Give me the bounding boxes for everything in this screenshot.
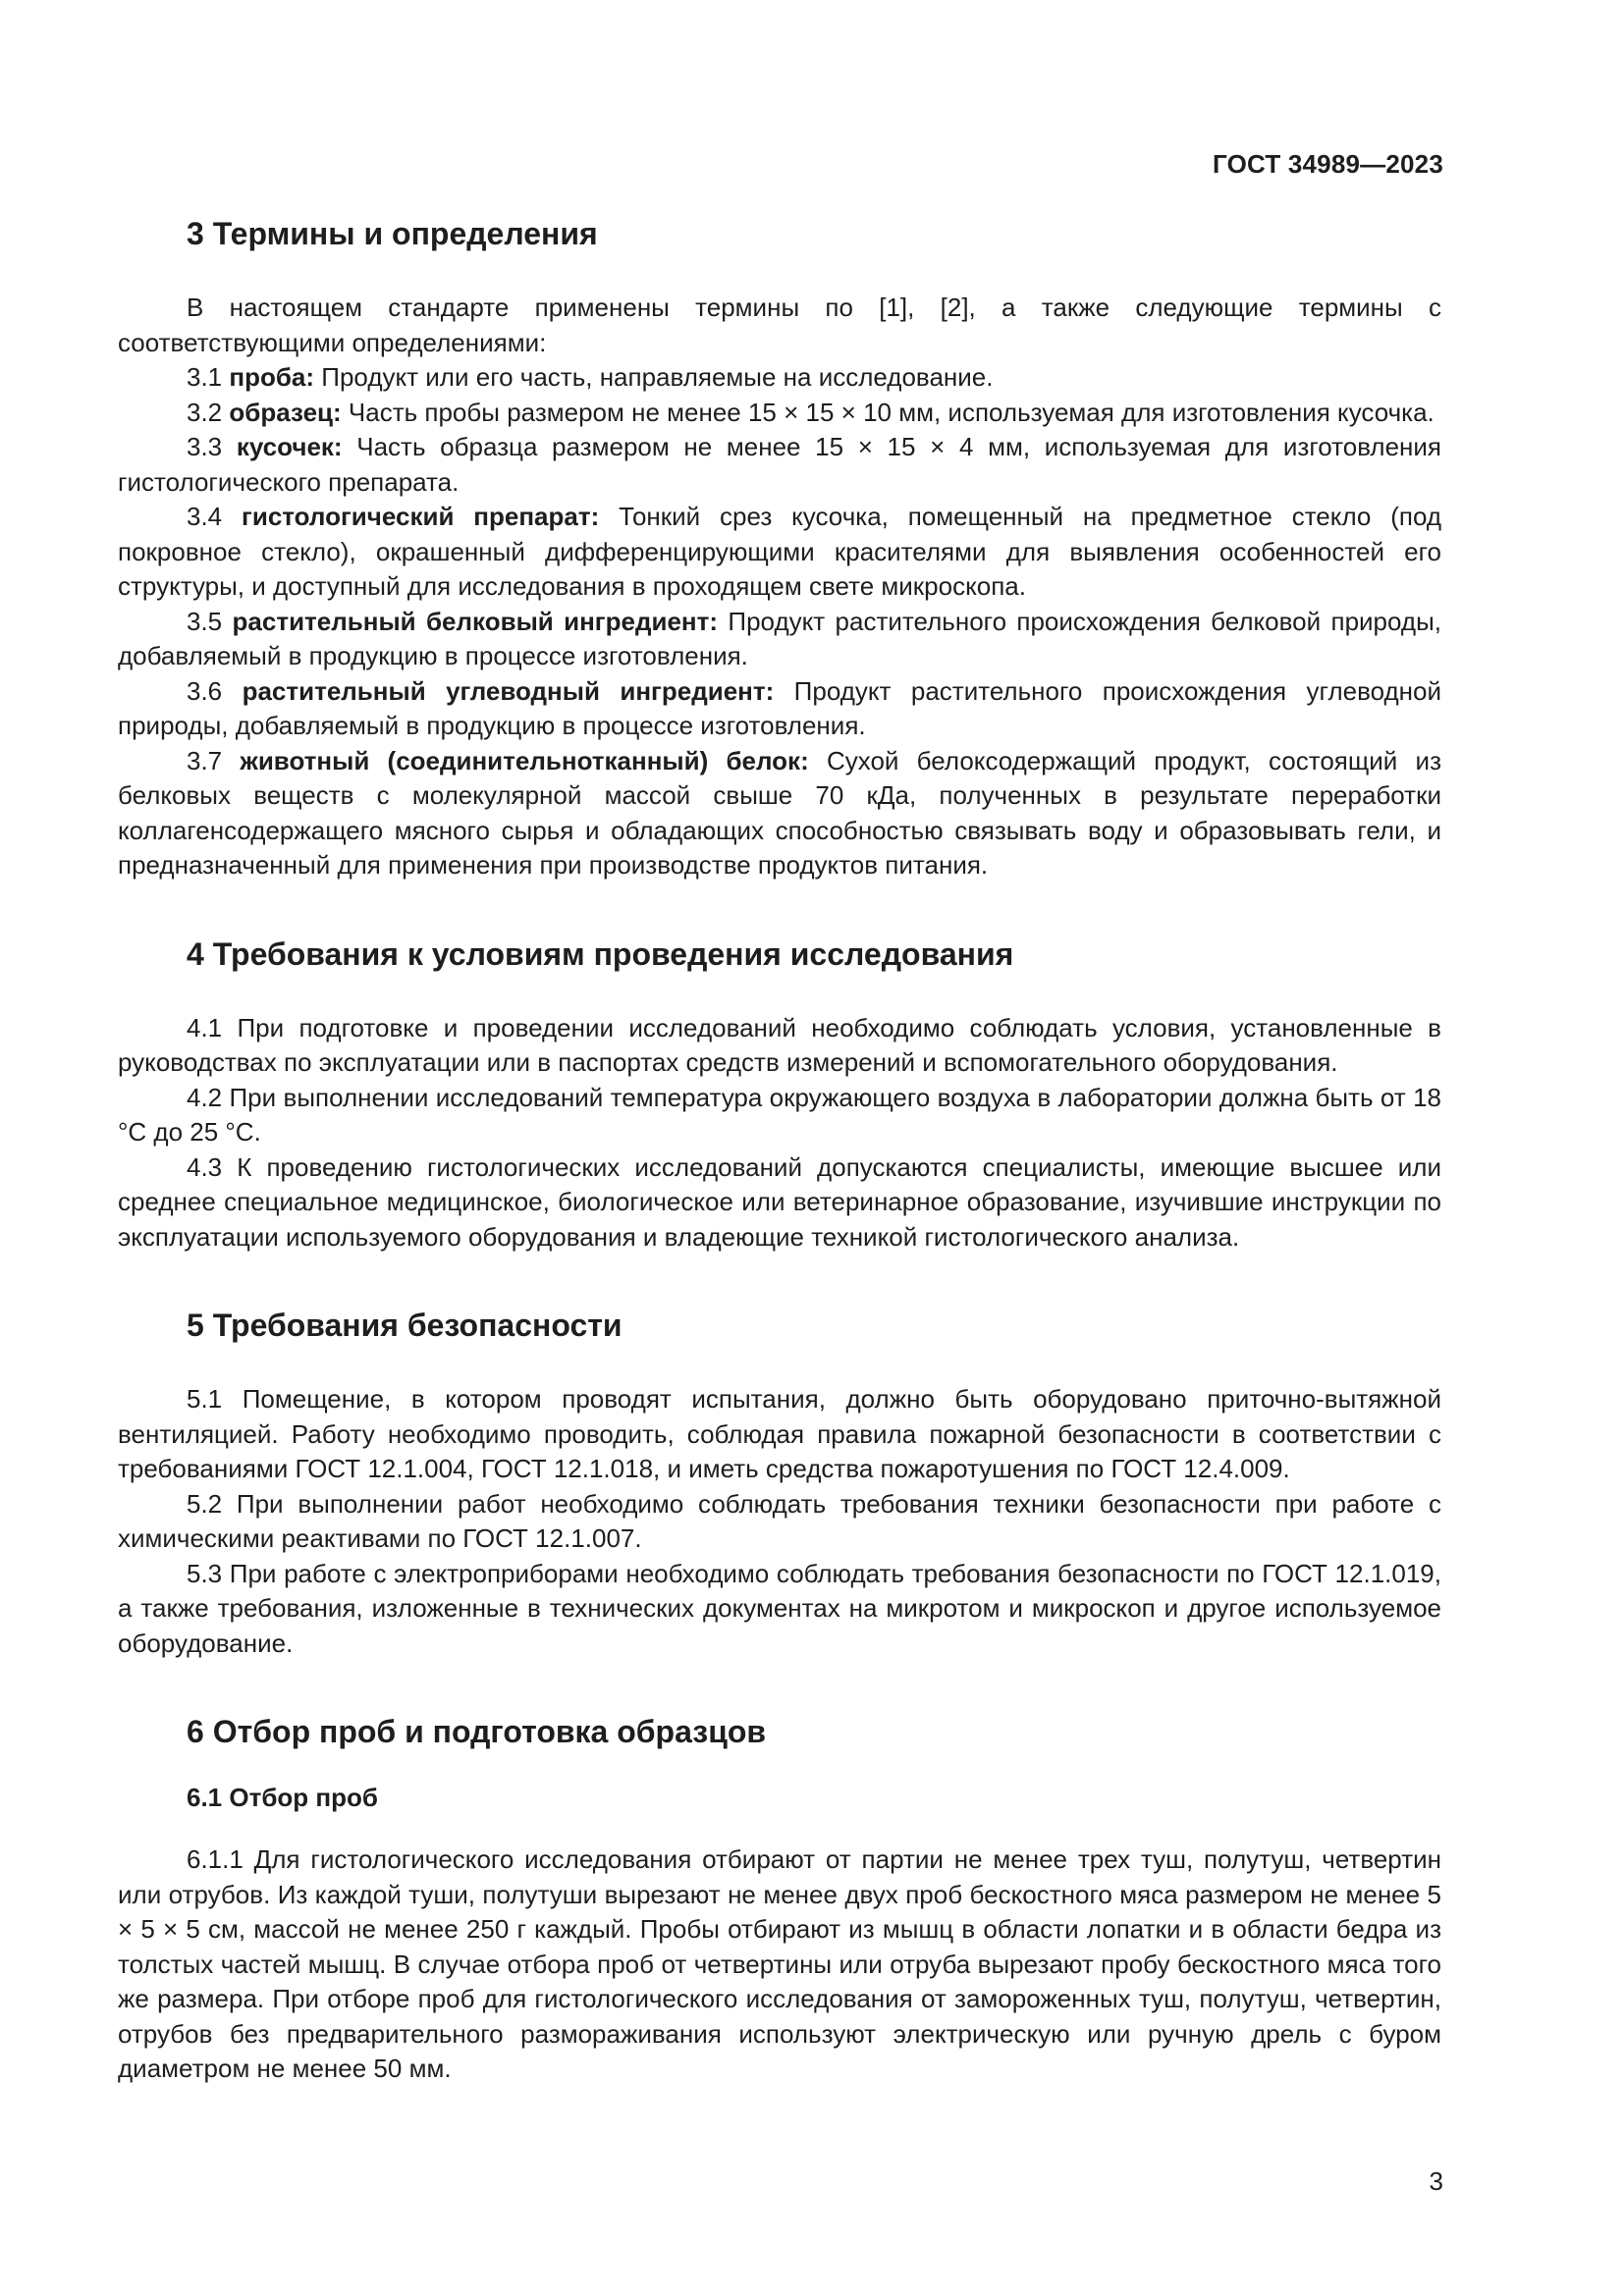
section-6-heading: 6 Отбор проб и подготовка образцов <box>187 1714 767 1749</box>
definition-text: Часть образца размером не менее 15 × 15 × 4 мм, используемая для изготовления гистологического препарата. <box>118 432 1442 497</box>
section-3-intro: В настоящем стандарте применены термины по [1], [2], а также следующие термины с соответствующими определениями: <box>118 293 1441 357</box>
page-number: 3 <box>1429 2166 1443 2196</box>
definition-number: 3.2 <box>187 397 223 427</box>
definition-3-2 <box>118 396 1441 431</box>
definition-text: Продукт или его часть, направляемые на исследование. <box>321 362 994 392</box>
definition-number: 3.1 <box>187 362 223 392</box>
definition-3-5 <box>118 605 1441 674</box>
definition-term: растительный белковый ингредиент: <box>232 606 719 636</box>
definition-term: животный (соединительнотканный) белок: <box>240 745 809 775</box>
section-3-heading: 3 Термины и определения <box>187 216 598 251</box>
definition-3-1 <box>118 360 1441 396</box>
definition-text: Часть пробы размером не менее 15 × 15 × 10 мм, используемая для изготовления кусочка. <box>348 397 1435 427</box>
page-content <box>118 214 1441 2087</box>
clause-4-2: 4.2 При выполнении исследований температура окружающего воздуха в лаборатории должна быть от 18 °С до 25 °С. <box>118 1082 1441 1147</box>
clause-6-1-1: 6.1.1 Для гистологического исследования отбирают от партии не менее трех туш, полутуш, четвертин или отрубов. Из каждой туши, полутуши вырезают не менее двух проб бескостного мяса размером не менее 5 × 5 × 5 см, массой не менее 250 г каждый. Пробы отбирают из мышц в области лопатки и в области бедра из толстых частей мышц. В случае отбора проб от четвертины или отруба вырезают пробу бескостного мяса того же размера. При отборе проб для гистологического исследования от замороженных туш, полутуш, четвертин, отрубов без предварительного размораживания используют электрическую или ручную дрель с буром диаметром не менее 50 мм. <box>118 1844 1441 2083</box>
clause-5-3: 5.3 При работе с электроприборами необходимо соблюдать требования безопасности по ГОСТ 12.1.019, а также требования, изложенные в технических документах на микротом и микроскоп и другое используемое оборудование. <box>118 1558 1441 1658</box>
document-id-header: ГОСТ 34989—2023 <box>1213 149 1443 179</box>
definition-number: 3.3 <box>187 432 223 461</box>
clause-4-3: 4.3 К проведению гистологических исследований допускаются специалисты, имеющие высшее или среднее специальное медицинское, биологическое или ветеринарное образование, изучившие инструкции по эксплуатации используемого оборудования и владеющие техникой гистологического анализа. <box>118 1151 1441 1252</box>
definition-number: 3.4 <box>187 502 223 531</box>
definition-term: кусочек: <box>236 432 343 461</box>
clause-4-1: 4.1 При подготовке и проведении исследований необходимо соблюдать условия, установленные в руководствах по эксплуатации или в паспортах средств измерений и вспомогательного оборудования. <box>118 1012 1441 1077</box>
definition-term: образец: <box>229 397 342 427</box>
definition-number: 3.6 <box>187 675 223 706</box>
definition-3-6 <box>118 674 1441 744</box>
definition-text: Сухой белоксодержащий продукт, состоящий из белковых веществ с молекулярной массой свыше 70 кДа, полученных в результате переработки коллагенсодержащего мясного сырья и обладающих способностью связывать воду и образовывать гели, и предназначенный для применения при производстве продуктов питания. <box>118 745 1441 880</box>
definition-term: растительный углеводный ингредиент: <box>242 675 775 706</box>
clause-5-2: 5.2 При выполнении работ необходимо соблюдать требования техники безопасности при работе с химическими реактивами по ГОСТ 12.1.007. <box>118 1488 1441 1553</box>
section-5-heading: 5 Требования безопасности <box>187 1308 623 1343</box>
definition-3-7 <box>118 744 1441 883</box>
definition-text: Тонкий срез кусочка, помещенный на предметное стекло (под покровное стекло), окрашенный дифференцирующими красителями для выявления особенностей его структуры, и доступный для исследования в проходящем свете микроскопа. <box>118 502 1442 601</box>
definition-text: Продукт растительного происхождения углеводной природы, добавляемый в продукцию в процессе изготовления. <box>118 675 1441 740</box>
clause-5-1: 5.1 Помещение, в котором проводят испытания, должно быть оборудовано приточно-вытяжной вентиляцией. Работу необходимо проводить, соблюдая правила пожарной безопасности в соответствии с требованиями ГОСТ 12.1.004, ГОСТ 12.1.018, и иметь средства пожаротушения по ГОСТ 12.4.009. <box>118 1384 1441 1483</box>
definition-term: гистологический препарат: <box>242 502 600 531</box>
section-4-heading: 4 Требования к условиям проведения исследования <box>187 935 1014 972</box>
definition-3-3 <box>118 430 1441 500</box>
definition-3-4 <box>118 500 1441 605</box>
definition-number: 3.7 <box>187 745 223 775</box>
definition-text: Продукт растительного происхождения белковой природы, добавляемый в продукцию в процессе изготовления. <box>118 606 1441 670</box>
definition-term: проба: <box>229 362 315 392</box>
subsection-6-1-heading: 6.1 Отбор проб <box>187 1783 378 1812</box>
definition-number: 3.5 <box>187 606 223 636</box>
